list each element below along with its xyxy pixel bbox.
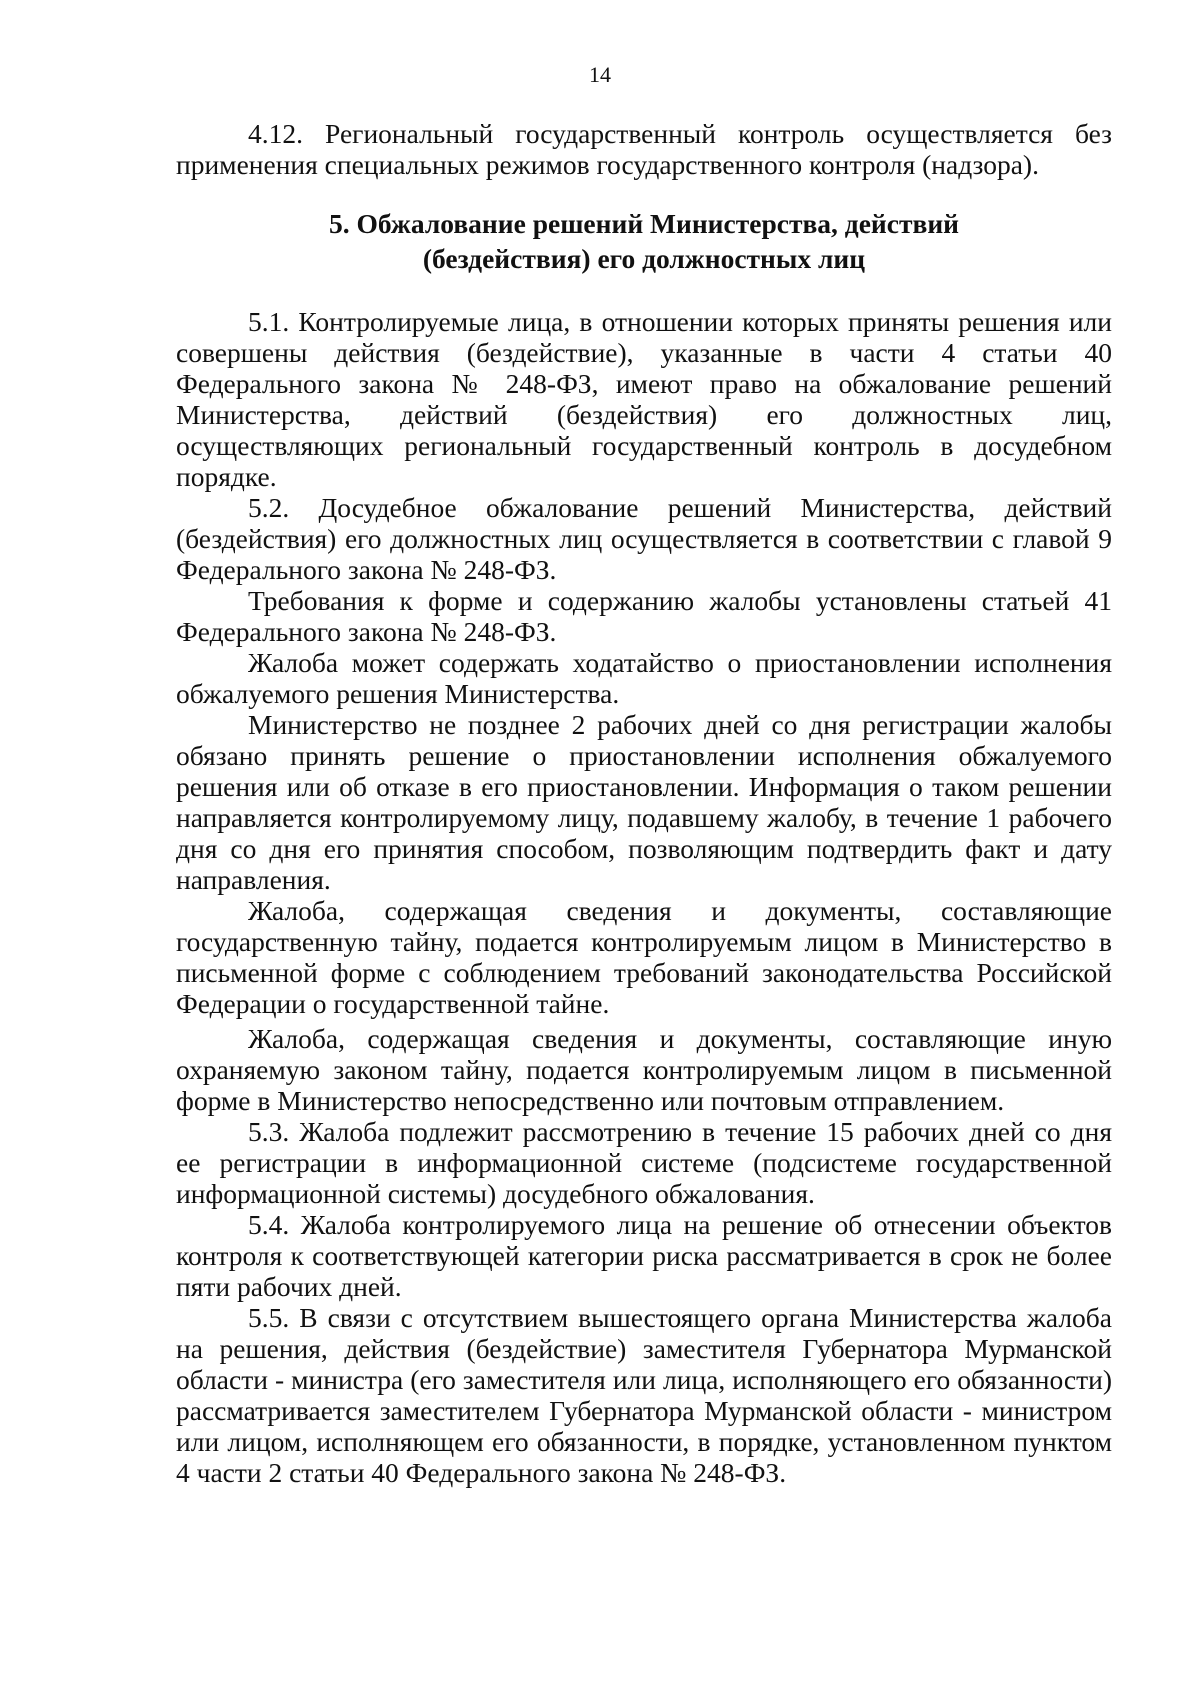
paragraph-5-3: 5.3. Жалоба подлежит рассмотрению в течение 15 рабочих дней со дня ее регистрации в информационной системе (подсистеме государственной информационной системы) досудебного обжалования.: [176, 1116, 1112, 1209]
section-heading-line-2: (бездействия) его должностных лиц: [422, 243, 866, 274]
paragraph-protected-secret: Жалоба, содержащая сведения и документы, составляющие иную охраняемую законом тайну, подается контролируемым лицом в письменной форме в Министерство непосредственно или почтовым отправлением.: [176, 1023, 1112, 1116]
paragraph-5-2: 5.2. Досудебное обжалование решений Министерства, действий (бездействия) его должностных лиц осуществляется в соответствии с главой 9 Федерального закона № 248-ФЗ.: [176, 492, 1112, 585]
paragraph-state-secret: Жалоба, содержащая сведения и документы, составляющие государственную тайну, подается контролируемым лицом в Министерство в письменной форме с соблюдением требований законодательства Российской Федерации о государственной тайне.: [176, 895, 1112, 1019]
paragraph-5-5: 5.5. В связи с отсутствием вышестоящего органа Министерства жалоба на решения, действия (бездействие) заместителя Губернатора Мурманской области - министра (его заместителя или лица, исполняющего его обязанности) рассматривается заместителем Губернатора Мурманской области - министром или лицом, исполняющем его обязанности, в порядке, установленном пунктом 4 части 2 статьи 40 Федерального закона № 248-ФЗ.: [176, 1302, 1112, 1488]
paragraph-complaint-petition: Жалоба может содержать ходатайство о приостановлении исполнения обжалуемого решения Министерства.: [176, 647, 1112, 709]
paragraph-complaint-requirements: Требования к форме и содержанию жалобы установлены статьей 41 Федерального закона № 248-ФЗ.: [176, 585, 1112, 647]
paragraph-5-1: 5.1. Контролируемые лица, в отношении которых приняты решения или совершены действия (бездействие), указанные в части 4 статьи 40 Федерального закона № 248-ФЗ, имеют право на обжалование решений Министерства, действий (бездействия) его должностных лиц, осуществляющих региональный государственный контроль в досудебном порядке.: [176, 306, 1112, 492]
paragraph-5-4: 5.4. Жалоба контролируемого лица на решение об отнесении объектов контроля к соответствующей категории риска рассматривается в срок не более пяти рабочих дней.: [176, 1209, 1112, 1302]
document-body: [176, 118, 1112, 1488]
paragraph-ministry-decision: Министерство не позднее 2 рабочих дней со дня регистрации жалобы обязано принять решение о приостановлении исполнения обжалуемого решения или об отказе в его приостановлении. Информация о таком решении направляется контролируемому лицу, подавшему жалобу, в течение 1 рабочего дня со дня его принятия способом, позволяющим подтвердить факт и дату направления.: [176, 709, 1112, 895]
page-number: 14: [589, 62, 611, 87]
section-heading-line-1: 5. Обжалование решений Министерства, действий: [328, 208, 960, 239]
paragraph-4-12: 4.12. Региональный государственный контроль осуществляется без применения специальных режимов государственного контроля (надзора).: [176, 118, 1112, 180]
section-heading: [176, 206, 1112, 276]
